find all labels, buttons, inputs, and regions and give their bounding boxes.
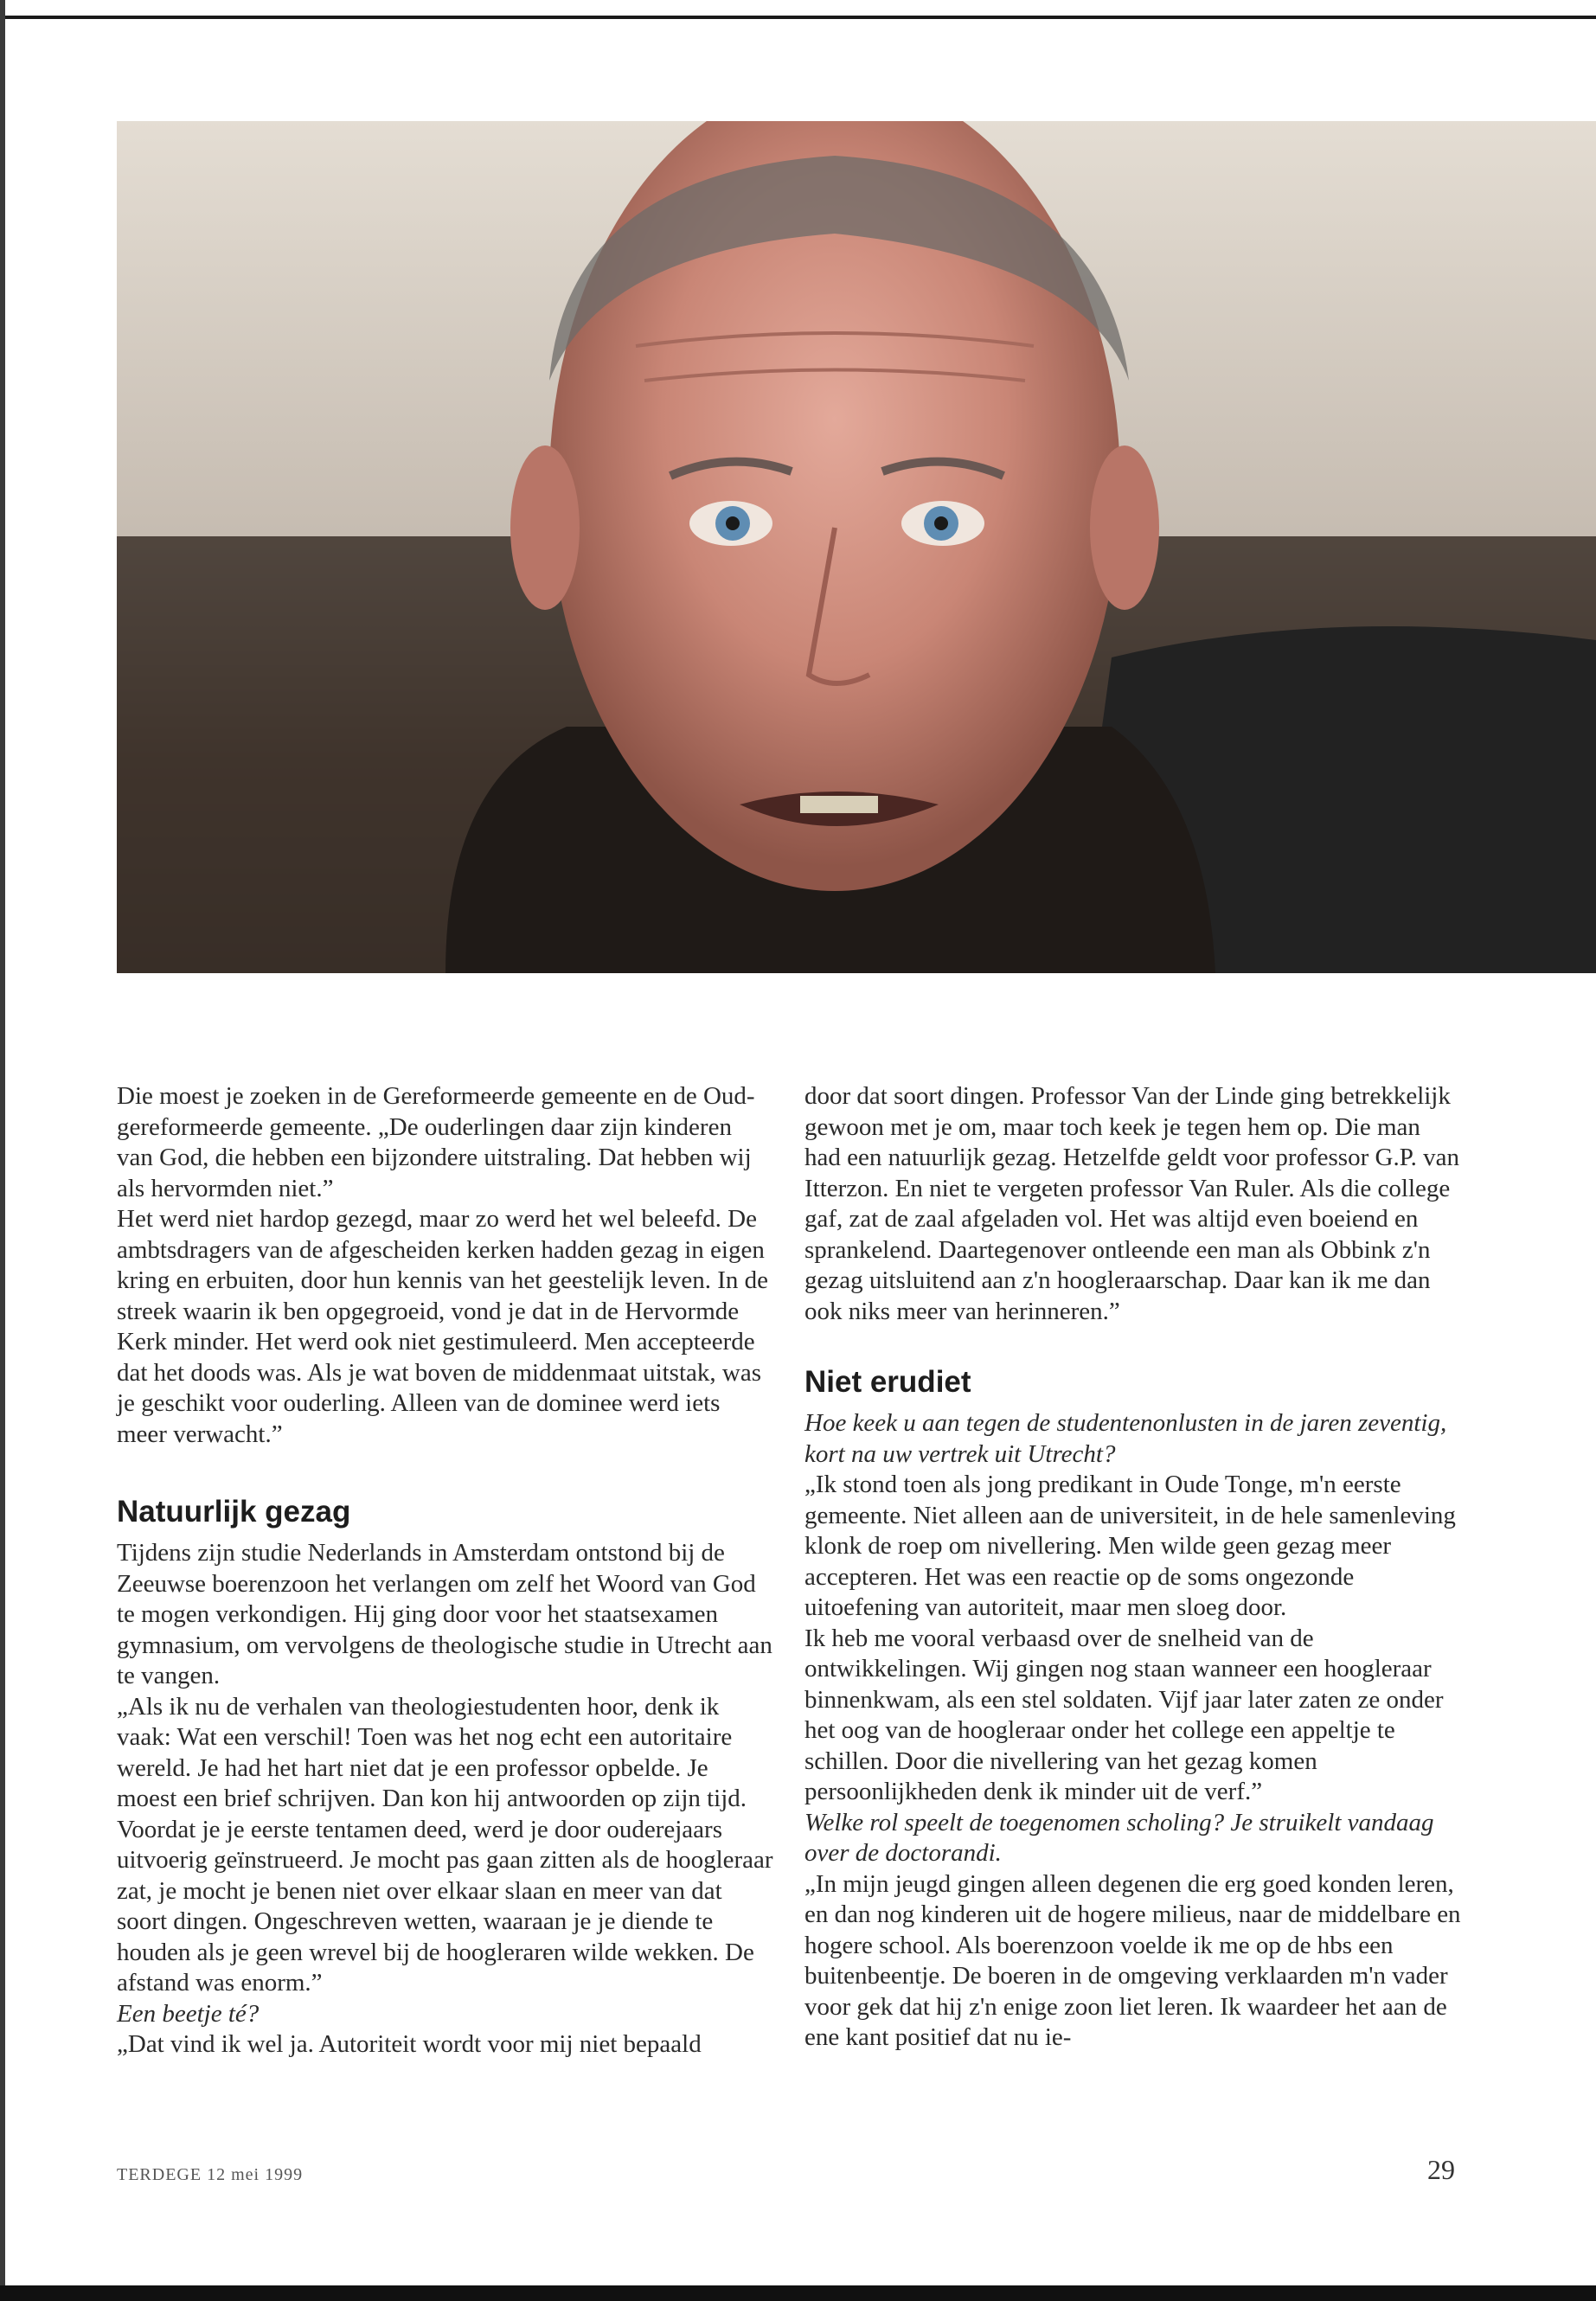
paragraph: Tijdens zijn studie Nederlands in Amsterdam ontstond bij de Zeeuwse boerenzoon het verlangen om zelf het Woord van God te mogen verkondigen. Hij ging door voor het staatsexamen gymnasium, om vervolgens de theologische studie in Utrecht aan te vangen. [117,1539,772,1689]
bottom-rule [0,2285,1596,2301]
section-heading: Niet erudiet [804,1365,971,1399]
paragraph: Die moest je zoeken in de Gereformeerde gemeente en de Oud-gereformeerde gemeente. „De ouderlingen daar zijn kinderen van God, die hebben een bijzondere uitstraling. Dat hebben wij als hervormden niet.” [117,1082,755,1202]
question-text: Een beetje té? [117,1999,260,2028]
question-text: Welke rol speelt de toegenomen scholing? Je struikelt vandaag over de doctorandi. [804,1808,1434,1867]
right-text-column [804,1081,1462,2054]
interview-question [804,1808,1462,1869]
top-rule [0,0,1596,19]
interview-question [117,1999,774,2030]
paragraph: door dat soort dingen. Professor Van der Linde ging betrekkelijk gewoon met je om, maar toch keek je tegen hem op. Die man had een natuurlijk gezag. Hetzelfde geldt voor professor G.P. van Itterzon. En niet te vergeten professor Van Ruler. Als die college gaf, zat de zaal afgeladen vol. Het was altijd even boeiend en sprankelend. Daartegenover ontleende een man als Obbink z'n gezag uitsluitend aan z'n hoogleraarschap. Daar kan ik me dan ook niks meer van herinneren.” [804,1082,1459,1325]
page-number: 29 [1427,2154,1455,2185]
left-text-column [117,1081,774,2061]
paragraph: „In mijn jeugd gingen alleen degenen die erg goed konden leren, en dan nog kinderen uit de hogere milieus, naar de middelbare en hogere school. Als boerenzoon voelde ik me op de hbs een buitenbeentje. De boeren in de omgeving verklaarden m'n vader voor gek dat hij z'n enige zoon liet leren. Ik waardeer het aan de ene kant positief dat nu ie- [804,1869,1461,2051]
paragraph: „Dat vind ik wel ja. Autoriteit wordt voor mij niet bepaald [117,2030,702,2058]
left-edge-rule [0,0,5,2301]
section-heading: Natuurlijk gezag [117,1495,351,1529]
portrait-photo [117,121,1596,973]
paragraph: Ik heb me vooral verbaasd over de snelheid van de ontwikkelingen. Wij gingen nog staan wanneer een hoogleraar binnenkwam, als een stel soldaten. Vijf jaar later zaten ze onder het oog van de hoogleraar onder het college een appeltje te schillen. Door die nivellering van het gezag komen persoonlijkheden denk ik minder uit de verf.” [804,1624,1444,1805]
portrait-illustration [117,121,1596,973]
paragraph: „Ik stond toen als jong predikant in Oude Tonge, m'n eerste gemeente. Niet alleen aan de universiteit, in de hele samenleving klonk de roep om nivellering. Men wilde geen gezag meer accepteren. Het was een reactie op de soms ongezonde uitoefening van autoriteit, maar men sloeg door. [804,1471,1456,1621]
question-text: Hoe keek u aan tegen de studentenonlusten in de jaren zeventig, kort na uw vertrek uit Utrecht? [804,1409,1447,1468]
paragraph: Het werd niet hardop gezegd, maar zo werd het wel beleefd. De ambtsdragers van de afgescheiden kerken hadden gezag in eigen kring en erbuiten, door hun kennis van het geestelijk leven. In de streek waarin ik ben opgegroeid, vond je dat in de Hervormde Kerk minder. Het werd ook niet gestimuleerd. Men accepteerde dat het doods was. Als je wat boven de middenmaat uitstak, was je geschikt voor ouderling. Alleen van de dominee werd iets meer verwacht.” [117,1205,768,1448]
interview-question [804,1408,1462,1470]
paragraph: „Als ik nu de verhalen van theologiestudenten hoor, denk ik vaak: Wat een verschil! Toen was het nog echt een autoritaire wereld. Je had het hart niet dat je een professor opbelde. Je moest een brief schrijven. Dan kon hij antwoorden op zijn tijd. Voordat je je eerste tentamen deed, werd je door ouderejaars uitvoerig geïnstrueerd. Je mocht pas gaan zitten als de hoogleraar zat, je mocht je benen niet over elkaar slaan en meer van dat soort dingen. Ongeschreven wetten, waaraan je je diende te houden als je geen wrevel bij de hoogleraren wilde wekken. De afstand was enorm.” [117,1692,773,1997]
publication-footer: TERDEGE 12 mei 1999 [117,2165,304,2184]
